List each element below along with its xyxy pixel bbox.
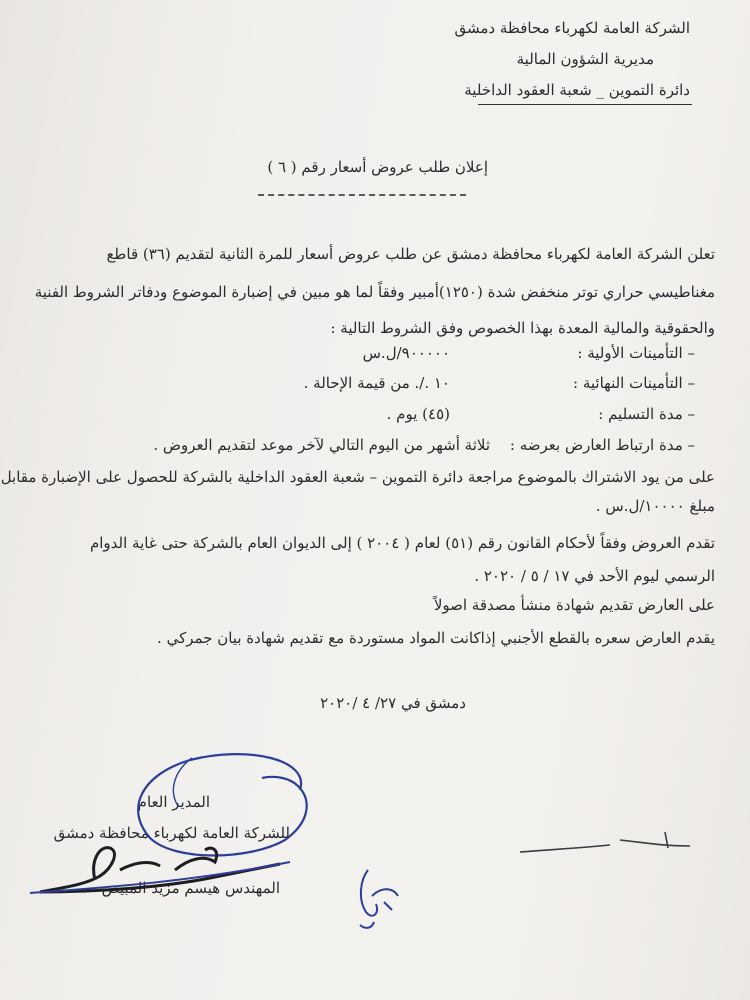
intro-line-3: والحقوقية والمالية المعدة بهذا الخصوص وفق الشروط التالية :	[330, 319, 715, 337]
origin-certificate-line: على العارض تقديم شهادة منشأ مصدقة اصولاً	[433, 596, 715, 614]
initials-signature	[360, 870, 398, 928]
header-department: دائرة التموين _ شعبة العقود الداخلية	[464, 81, 690, 99]
right-pen-mark	[520, 832, 690, 852]
intro-line-2: مغناطيسي حراري توتر منخفض شدة (١٢٥٠)أمبير وفقاً لما هو مبين في إضبارة الموضوع ودفاتر الشروط الفنية	[34, 283, 715, 301]
announcement-title: إعلان طلب عروض أسعار رقم ( ٦ )	[267, 158, 488, 176]
header-company: الشركة العامة لكهرباء محافظة دمشق	[454, 19, 690, 37]
term-value-delivery: (٤٥) يوم .	[386, 405, 450, 423]
subscription-line-2: مبلغ ١٠٠٠٠/ل.س .	[595, 497, 715, 515]
title-divider	[258, 194, 466, 196]
date-line: دمشق في ٢٧/ ٤ /٢٠٢٠	[320, 694, 466, 712]
intro-line-1: تعلن الشركة العامة لكهرباء محافظة دمشق عن طلب عروض أسعار للمرة الثانية لتقديم (٣٦) قاطع	[106, 245, 715, 263]
term-label-commitment: – مدة ارتباط العارض بعرضه :	[509, 436, 695, 454]
submission-line-2: الرسمي ليوم الأحد في ١٧ / ٥ / ٢٠٢٠ .	[474, 567, 715, 585]
term-value-final-insurance: ١٠ ./. من قيمة الإحالة .	[303, 374, 450, 392]
customs-line: يقدم العارض سعره بالقطع الأجنبي إذاكانت المواد مستوردة مع تقديم شهادة بيان جمركي .	[157, 629, 715, 647]
signatory-role: المدير العام	[137, 793, 210, 811]
signatory-company: للشركة العامة لكهرباء محافظة دمشق	[53, 824, 290, 842]
header-directorate: مديرية الشؤون المالية	[516, 50, 654, 68]
term-label-initial-insurance: – التأمينات الأولية :	[577, 344, 695, 362]
subscription-line-1: على من يود الاشتراك بالموضوع مراجعة دائرة التموين – شعبة العقود الداخلية بالشركة للحصول على الإضبارة مقابل	[0, 468, 715, 486]
term-label-delivery: – مدة التسليم :	[598, 405, 695, 423]
term-label-final-insurance: – التأمينات النهائية :	[573, 374, 695, 392]
header-underline	[478, 104, 692, 105]
signatory-name: المهندس هيسم مزيد المبيض	[101, 879, 280, 897]
term-value-initial-insurance: ٩٠٠٠٠٠/ل.س	[362, 344, 450, 362]
submission-line-1: تقدم العروض وفقاً لأحكام القانون رقم (٥١) لعام ( ٢٠٠٤ ) إلى الديوان العام بالشركة حتى غاية الدوام	[89, 534, 715, 552]
term-value-commitment: ثلاثة أشهر من اليوم التالي لآخر موعد لتقديم العروض .	[153, 436, 490, 454]
